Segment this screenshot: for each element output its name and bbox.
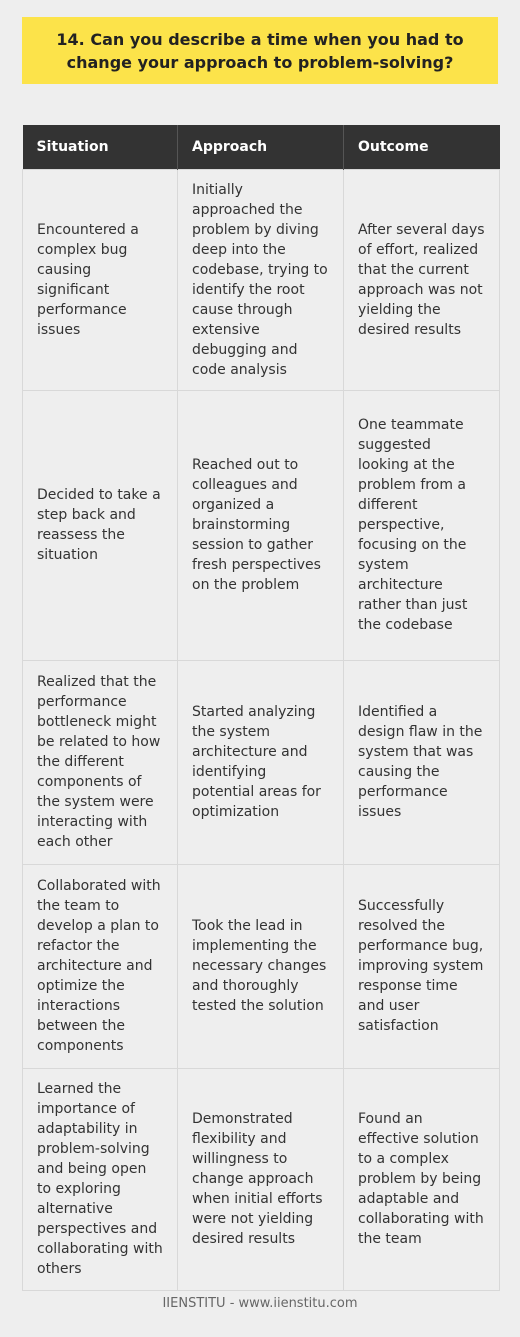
table-row (23, 660, 500, 864)
footer-credit: IIENSTITU - www.iienstitu.com (162, 1296, 358, 1311)
approach-cell: Demonstrated flexibility and willingness to change approach when initial efforts were not yielding desired results (178, 1068, 344, 1290)
answer-table (22, 125, 500, 1291)
outcome-cell: After several days of effort, realized that the current approach was not yielding the desired results (344, 169, 500, 390)
approach-cell: Took the lead in implementing the necessary changes and thoroughly tested the solution (178, 864, 344, 1068)
question-banner (22, 17, 498, 84)
situation-cell: Encountered a complex bug causing significant performance issues (23, 169, 178, 390)
approach-cell: Reached out to colleagues and organized a brainstorming session to gather fresh perspectives on the problem (178, 390, 344, 660)
question-title: 14. Can you describe a time when you had to change your approach to problem-solving? (56, 29, 464, 72)
approach-cell: Started analyzing the system architecture and identifying potential areas for optimization (178, 660, 344, 864)
situation-cell: Collaborated with the team to develop a plan to refactor the architecture and optimize the interactions between the components (23, 864, 178, 1068)
outcome-cell: Found an effective solution to a complex problem by being adaptable and collaborating with the team (344, 1068, 500, 1290)
table-row (23, 390, 500, 660)
outcome-cell: One teammate suggested looking at the problem from a different perspective, focusing on the system architecture rather than just the codebase (344, 390, 500, 660)
situation-cell: Learned the importance of adaptability in problem-solving and being open to exploring alternative perspectives and collaborating with others (23, 1068, 178, 1290)
outcome-cell: Successfully resolved the performance bug, improving system response time and user satisfaction (344, 864, 500, 1068)
situation-cell: Decided to take a step back and reassess the situation (23, 390, 178, 660)
outcome-cell: Identified a design flaw in the system that was causing the performance issues (344, 660, 500, 864)
table-row (23, 169, 500, 390)
table-row (23, 1068, 500, 1290)
column-header-outcome: Outcome (344, 125, 500, 169)
approach-cell: Initially approached the problem by diving deep into the codebase, trying to identify the root cause through extensive debugging and code analysis (178, 169, 344, 390)
table-header-row (23, 125, 500, 169)
column-header-approach: Approach (178, 125, 344, 169)
situation-cell: Realized that the performance bottleneck might be related to how the different components of the system were interacting with each other (23, 660, 178, 864)
table-row (23, 864, 500, 1068)
column-header-situation: Situation (23, 125, 178, 169)
